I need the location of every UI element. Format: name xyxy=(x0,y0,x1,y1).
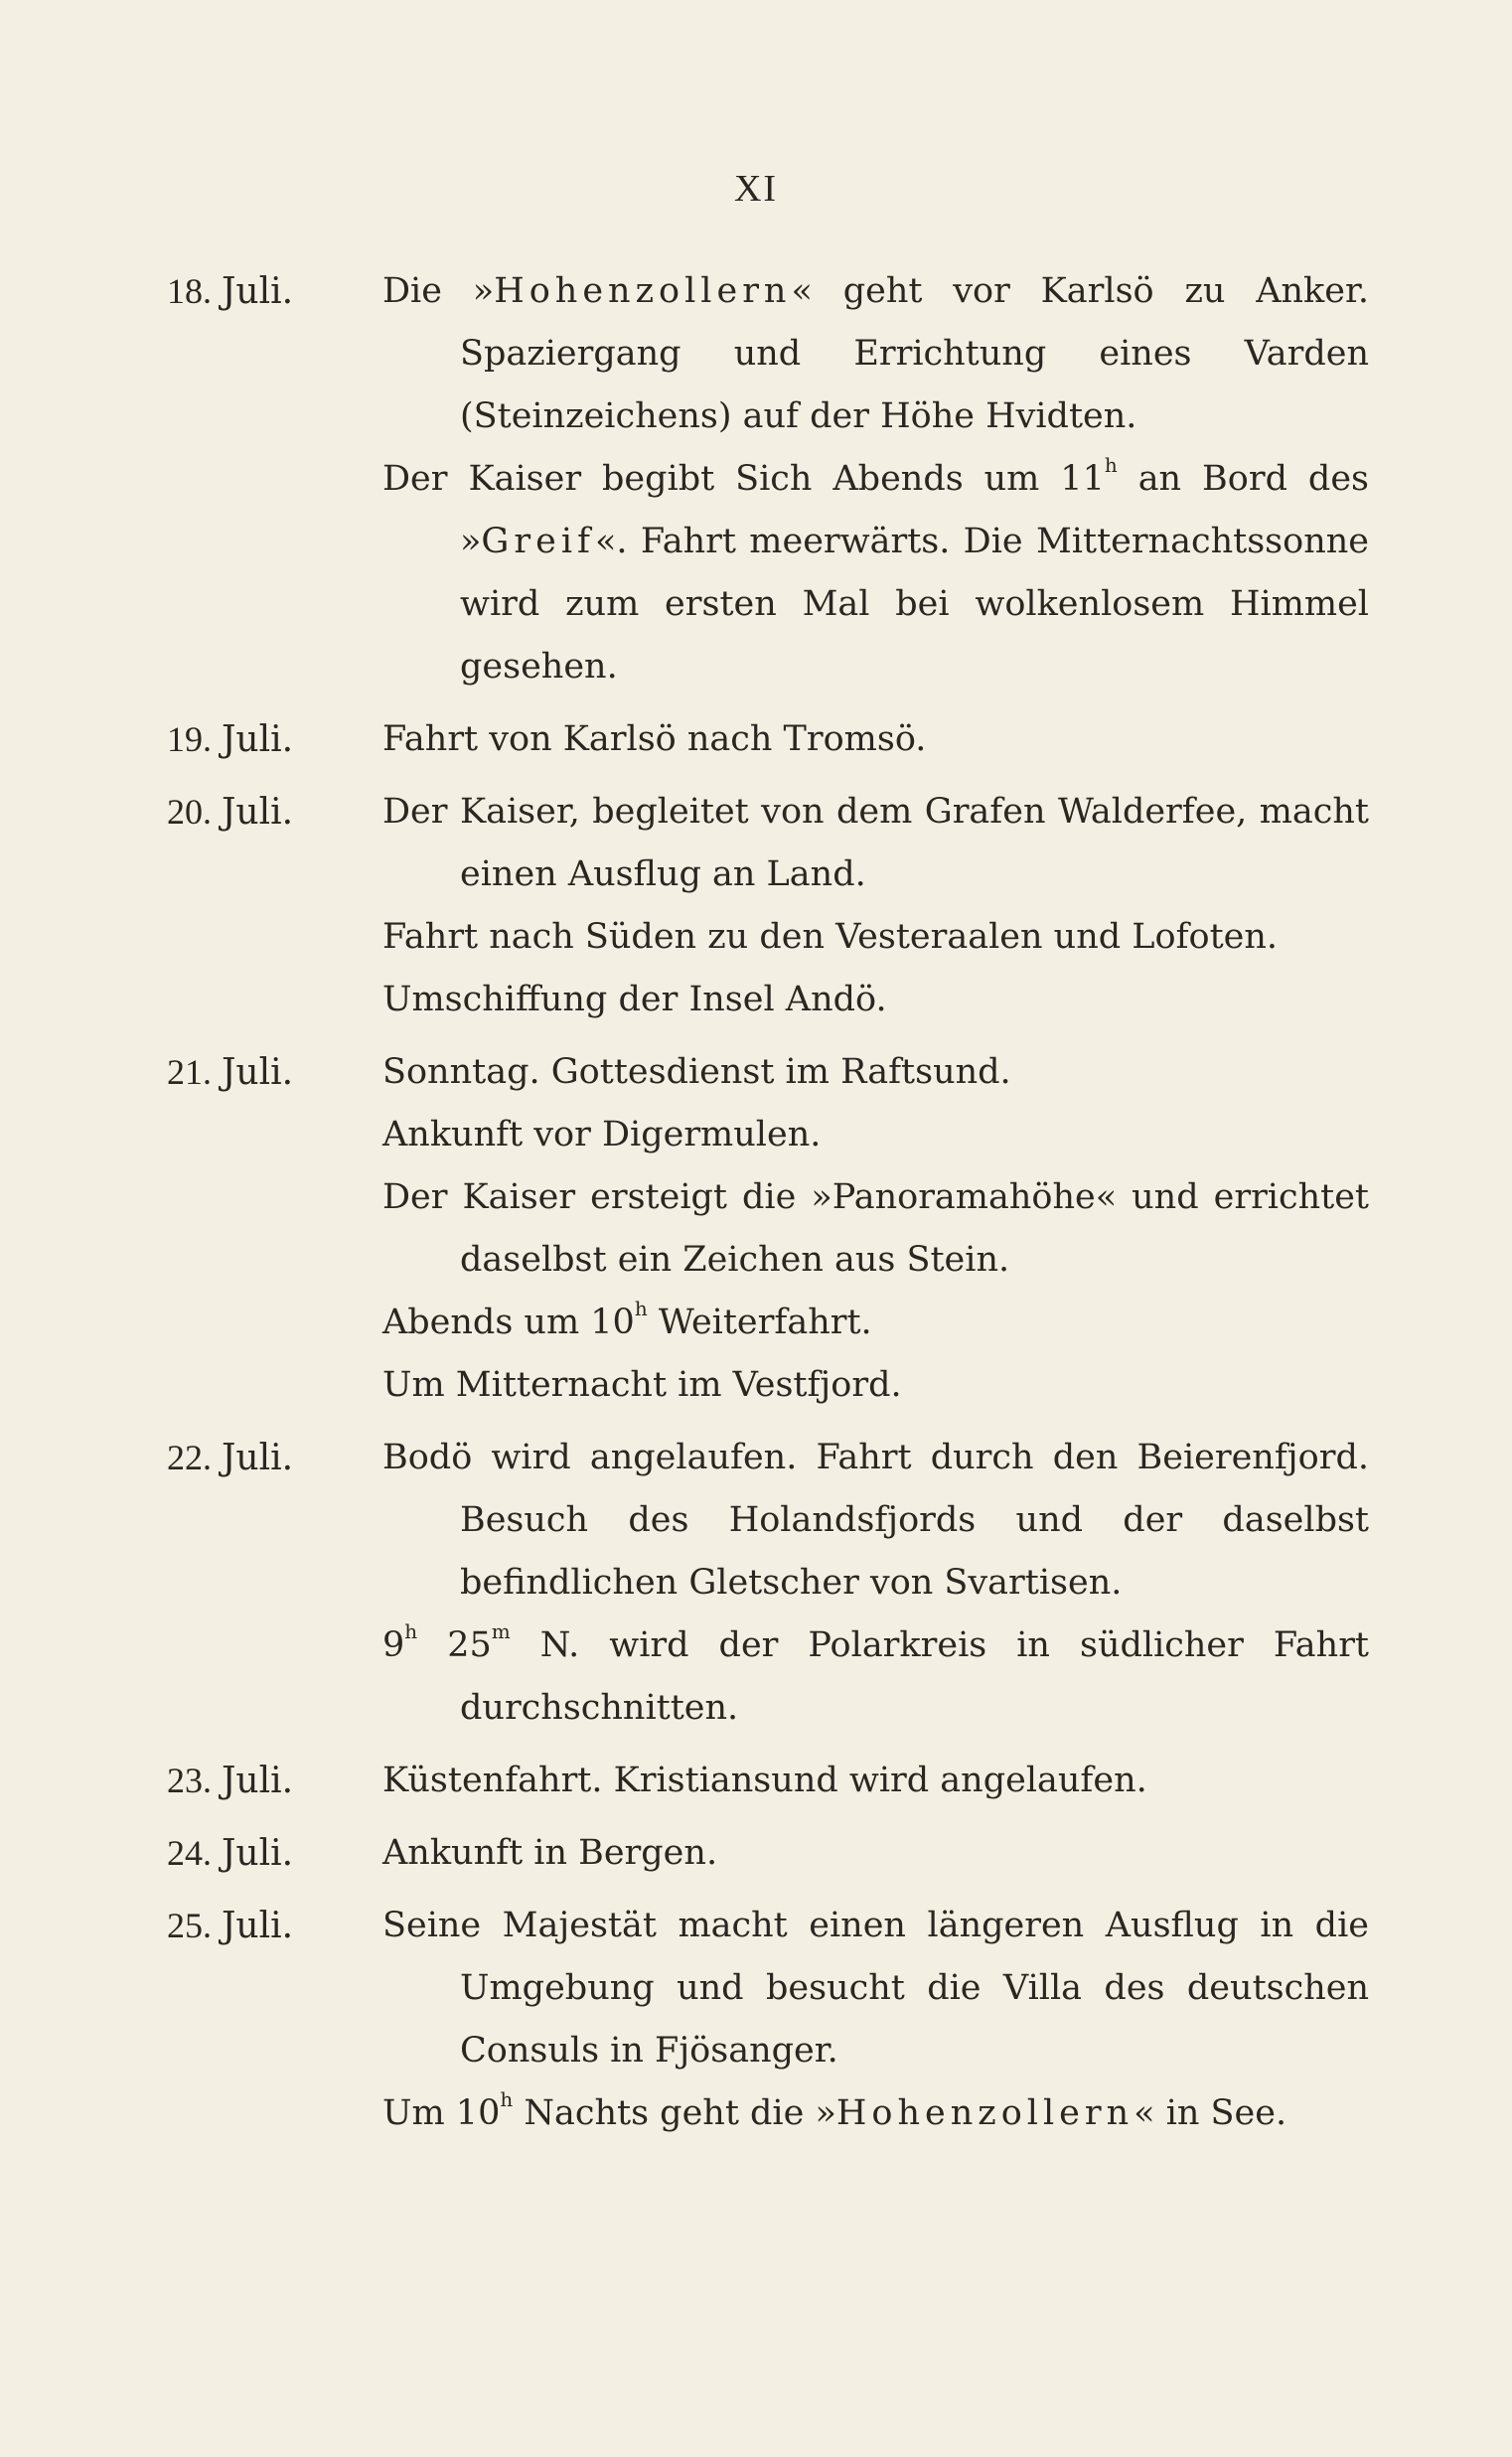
itinerary-entry xyxy=(0,1822,1512,1885)
itinerary-entry xyxy=(0,260,1512,698)
itinerary-entry xyxy=(0,1895,1512,2145)
entry-day: 22. xyxy=(167,1438,212,1477)
entry-month: Juli. xyxy=(222,1438,294,1478)
time-superscript: h xyxy=(1104,453,1118,477)
text-run: 25 xyxy=(417,1625,492,1665)
text-run: « in See. xyxy=(1134,2093,1287,2133)
itinerary-entry xyxy=(0,1427,1512,1740)
entry-day: 18. xyxy=(167,271,212,311)
entry-paragraph: Ankunft in Bergen. xyxy=(382,1833,718,1873)
entry-paragraph: Ankunft vor Digermulen. xyxy=(382,1115,822,1154)
entry-date xyxy=(167,1822,376,1885)
entry-date xyxy=(167,1895,376,1957)
text-run: Weiterfahrt. xyxy=(647,1303,872,1342)
entry-date xyxy=(167,781,376,844)
entry-paragraph: Küstenfahrt. Kristiansund wird angelaufen. xyxy=(382,1761,1147,1800)
text-run: Abends um 10 xyxy=(382,1303,635,1342)
entry-day: 25. xyxy=(167,1906,212,1945)
itinerary-entry xyxy=(0,781,1512,1031)
entry-paragraph xyxy=(382,2082,1369,2145)
time-superscript: h xyxy=(634,1297,648,1320)
text-run: an Bord des » xyxy=(460,459,1369,561)
text-run: «. Fahrt meerwärts. Die Mitternachtssonne wird zum ersten Mal bei wolkenlosem Himmel gesehen. xyxy=(460,522,1369,687)
text-run: Nachts geht die » xyxy=(513,2093,836,2133)
time-superscript: h xyxy=(500,2087,514,2111)
entry-day: 19. xyxy=(167,719,212,759)
itinerary-entry xyxy=(0,1750,1512,1812)
entry-paragraph: Seine Majestät macht einen längeren Ausflug in die Umgebung und besucht die Villa des deutschen Consuls in Fjösanger. xyxy=(382,1906,1369,2071)
entry-month: Juli. xyxy=(222,1833,294,1874)
entry-paragraph: Bodö wird angelaufen. Fahrt durch den Beierenfjord. Besuch des Holandsfjords und der daselbst befindlichen Gletscher von Svartisen. xyxy=(382,1438,1369,1603)
text-run: Der Kaiser begibt Sich Abends um 11 xyxy=(382,459,1105,499)
ship-name: Hohenzollern xyxy=(835,2093,1134,2133)
entry-month: Juli. xyxy=(222,792,294,833)
entry-date xyxy=(167,708,376,771)
entry-paragraph: Der Kaiser, begleitet von dem Grafen Walderfee, macht einen Ausflug an Land. xyxy=(382,792,1369,894)
entry-month: Juli. xyxy=(222,271,294,312)
entry-day: 23. xyxy=(167,1761,212,1800)
entry-paragraph xyxy=(382,260,1369,448)
entry-day: 20. xyxy=(167,792,212,832)
entry-paragraph: Fahrt nach Süden zu den Vesteraalen und Lofoten. xyxy=(382,917,1279,957)
entry-month: Juli. xyxy=(222,1052,294,1093)
entry-day: 21. xyxy=(167,1052,212,1092)
entry-month: Juli. xyxy=(222,1906,294,1946)
itinerary-list xyxy=(0,260,1512,2155)
entry-paragraph: Der Kaiser ersteigt die »Panoramahöhe« und errichtet daselbst ein Zeichen aus Stein. xyxy=(382,1177,1369,1280)
entry-date xyxy=(167,1750,376,1812)
itinerary-entry xyxy=(0,1041,1512,1417)
ship-name: Greif xyxy=(481,522,595,561)
time-superscript: h xyxy=(404,1619,418,1643)
entry-date xyxy=(167,260,376,323)
page-number: XI xyxy=(733,168,779,210)
entry-paragraph xyxy=(382,1292,1369,1354)
time-superscript: m xyxy=(491,1619,511,1643)
entry-month: Juli. xyxy=(222,719,294,760)
entry-paragraph xyxy=(382,448,1369,698)
entry-paragraph: Sonntag. Gottesdienst im Raftsund. xyxy=(382,1052,1011,1092)
itinerary-entry xyxy=(0,708,1512,771)
text-run: N. wird der Polarkreis in südlicher Fahrt durchschnitten. xyxy=(460,1625,1369,1728)
ship-name: Hohenzollern xyxy=(494,271,792,311)
entry-date xyxy=(167,1041,376,1104)
text-run: Die » xyxy=(382,271,495,311)
text-run: 9 xyxy=(382,1625,405,1665)
entry-paragraph: Um Mitternacht im Vestfjord. xyxy=(382,1365,902,1405)
text-run: « geht vor Karlsö zu Anker. Spaziergang und Errichtung eines Varden (Steinzeichens) auf der Höhe Hvidten. xyxy=(460,271,1369,436)
entry-paragraph xyxy=(382,1614,1369,1740)
entry-day: 24. xyxy=(167,1833,212,1873)
entry-date xyxy=(167,1427,376,1489)
entry-month: Juli. xyxy=(222,1761,294,1801)
entry-paragraph: Umschiffung der Insel Andö. xyxy=(382,980,887,1019)
entry-paragraph: Fahrt von Karlsö nach Tromsö. xyxy=(382,719,927,759)
text-run: Um 10 xyxy=(382,2093,501,2133)
